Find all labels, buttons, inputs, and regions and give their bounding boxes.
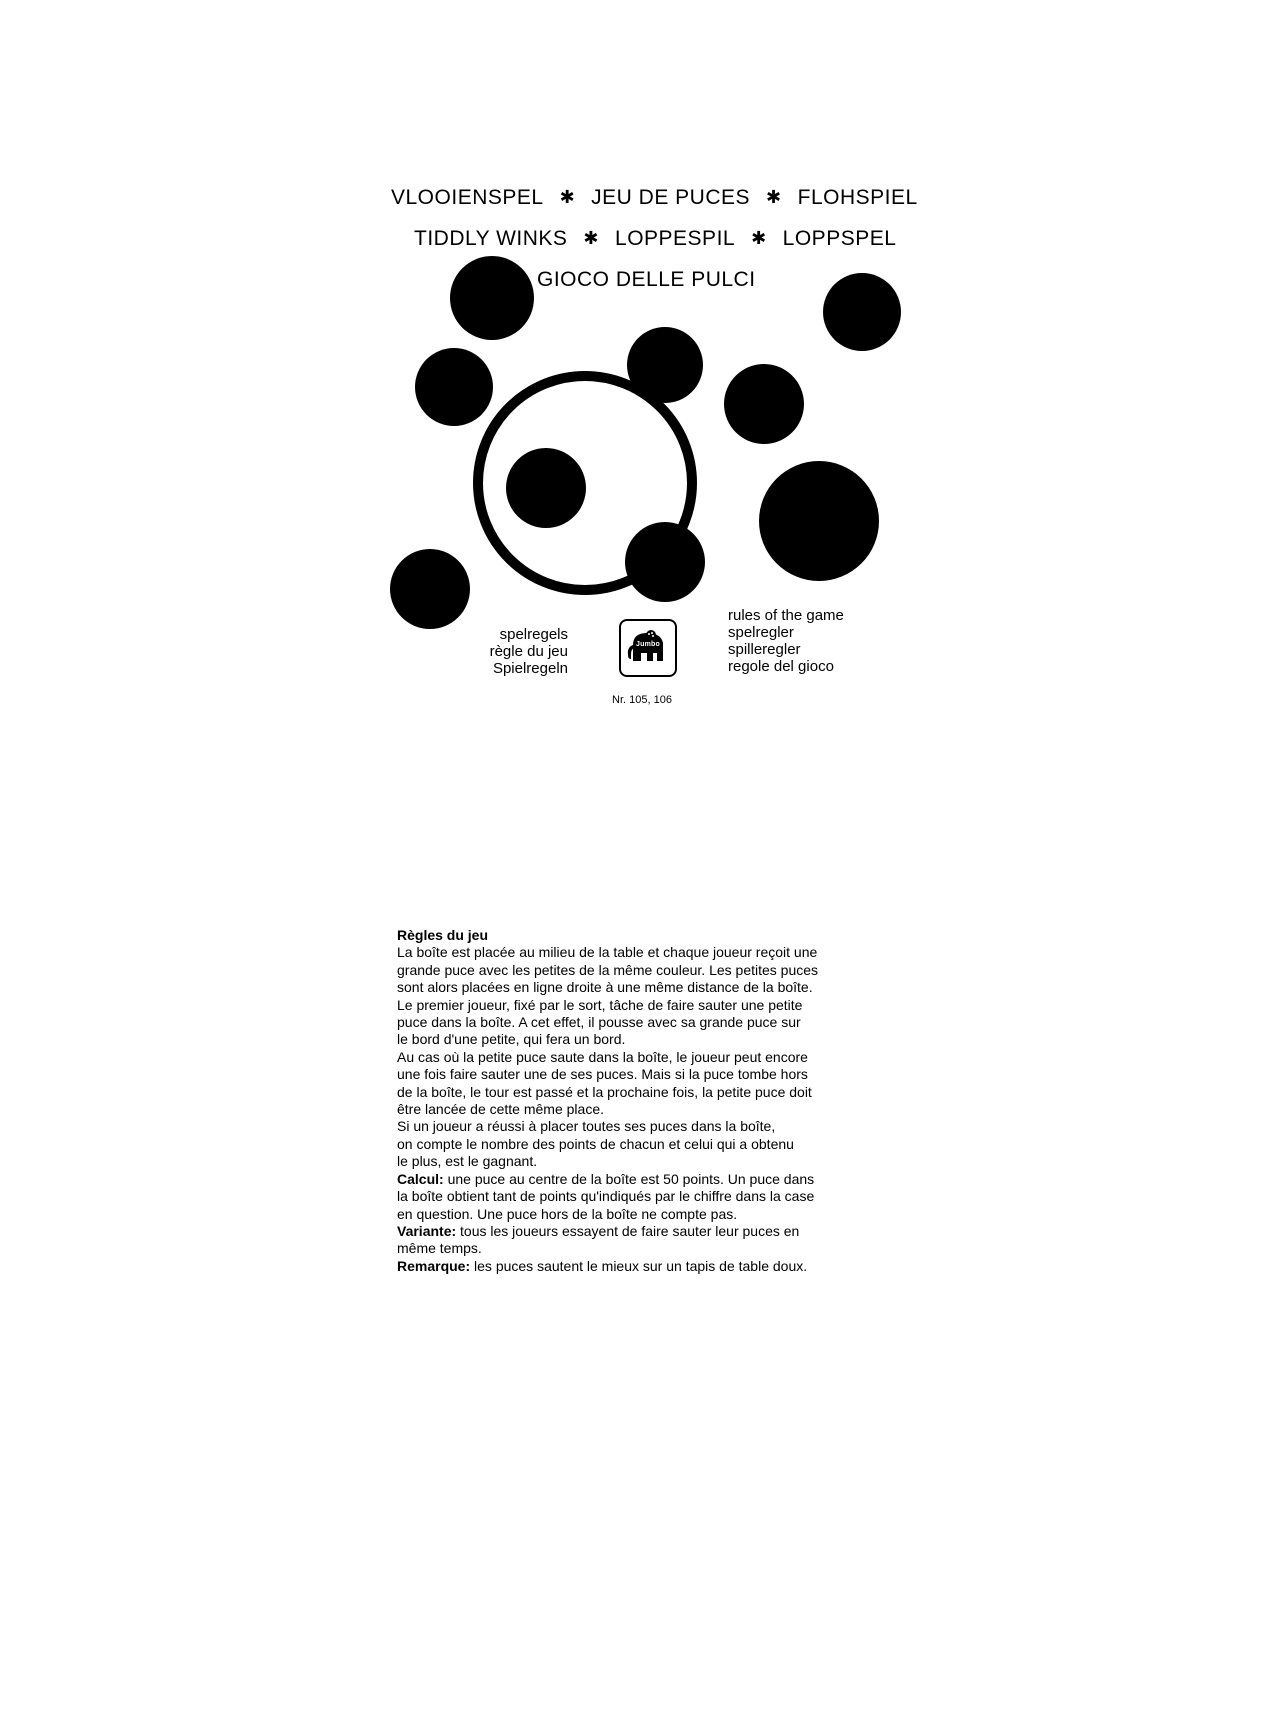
rules-line: Si un joueur a réussi à placer toutes ses puces dans la boîte, (397, 1118, 776, 1135)
disc-top-right (823, 273, 901, 351)
title-gioco-delle-pulci: GIOCO DELLE PULCI (537, 268, 756, 291)
rules-line: le plus, est le gagnant. (397, 1153, 538, 1170)
title-tiddly-winks: TIDDLY WINKS (414, 227, 568, 250)
calcul-label: Calcul: (397, 1170, 444, 1187)
disc-ring-bottom (625, 522, 705, 602)
rules-line: même temps. (397, 1240, 482, 1257)
remarque-paragraph (397, 1258, 937, 1275)
languages-left (490, 626, 568, 677)
calcul-paragraph (397, 1171, 937, 1188)
calcul-text: une puce au centre de la boîte est 50 points. Un puce dans (443, 1170, 815, 1187)
rules-section (397, 927, 937, 1275)
disc-top-left (450, 256, 534, 340)
lang-french: règle du jeu (489, 643, 568, 660)
rules-line: sont alors placées en ligne droite à une même distance de la boîte. (397, 979, 813, 996)
elephant-icon (621, 621, 675, 675)
rules-line: le bord d'une petite, qui fera un bord. (397, 1031, 626, 1048)
languages-right (728, 607, 844, 675)
star-separator-icon: ✱ (766, 187, 782, 207)
variante-paragraph (397, 1223, 937, 1240)
star-separator-icon: ✱ (559, 187, 576, 207)
lang-italian: regole del gioco (728, 658, 834, 675)
title-vlooienspel: VLOOIENSPEL (391, 186, 544, 209)
product-number: Nr. 105, 106 (612, 694, 672, 706)
variante-label: Variante: (397, 1222, 457, 1239)
variante-text: tous les joueurs essayent de faire sauter leur puces en (456, 1222, 800, 1239)
rules-line: Le premier joueur, fixé par le sort, tâche de faire sauter une petite (397, 996, 803, 1013)
rules-line: être lancée de cette même place. (397, 1101, 605, 1118)
jumbo-logo (619, 619, 677, 677)
disc-right-small (724, 364, 804, 444)
lang-english: rules of the game (728, 607, 844, 624)
rules-heading: Règles du jeu (397, 927, 489, 943)
rules-line: grande puce avec les petites de la même couleur. Les petites puces (397, 961, 819, 978)
star-separator-icon: ✱ (751, 228, 767, 248)
title-loppspel: LOPPSPEL (782, 227, 897, 250)
rules-line: en question. Une puce hors de la boîte ne compte pas. (397, 1205, 738, 1222)
title-jeu-de-puces: JEU DE PUCES (591, 186, 751, 209)
rules-line: la boîte obtient tant de points qu'indiqués par le chiffre dans la case (397, 1188, 815, 1205)
disc-ring-center (506, 448, 586, 528)
rules-line: une fois faire sauter une de ses puces. Mais si la puce tombe hors (397, 1066, 808, 1083)
rules-line: La boîte est placée au milieu de la table et chaque joueur reçoit une (397, 944, 818, 961)
title-loppespil: LOPPESPIL (615, 227, 736, 250)
disc-right-large (759, 461, 879, 581)
lang-swedish: spelregler (728, 624, 794, 641)
remarque-label: Remarque: (397, 1257, 471, 1274)
disc-bottom-left (390, 549, 470, 629)
rules-line: puce dans la boîte. A cet effet, il pousse avec sa grande puce sur (397, 1014, 801, 1031)
title-flohspiel: FLOHSPIEL (797, 186, 918, 209)
title-line-3 (535, 268, 758, 292)
lang-dutch: spelregels (499, 626, 568, 643)
rules-line: de la boîte, le tour est passé et la prochaine fois, la petite puce doit (397, 1083, 812, 1100)
remarque-text: les puces sautent le mieux sur un tapis de table doux. (470, 1257, 808, 1274)
rules-line: Au cas où la petite puce saute dans la boîte, le joueur peut encore (397, 1048, 808, 1065)
star-separator-icon: ✱ (583, 228, 600, 248)
disc-left (415, 348, 493, 426)
brand-name: Jumbo (636, 641, 660, 648)
lang-german: Spielregeln (492, 660, 568, 677)
rules-line: on compte le nombre des points de chacun et celui qui a obtenu (397, 1135, 794, 1152)
lang-danish: spilleregler (728, 641, 801, 658)
